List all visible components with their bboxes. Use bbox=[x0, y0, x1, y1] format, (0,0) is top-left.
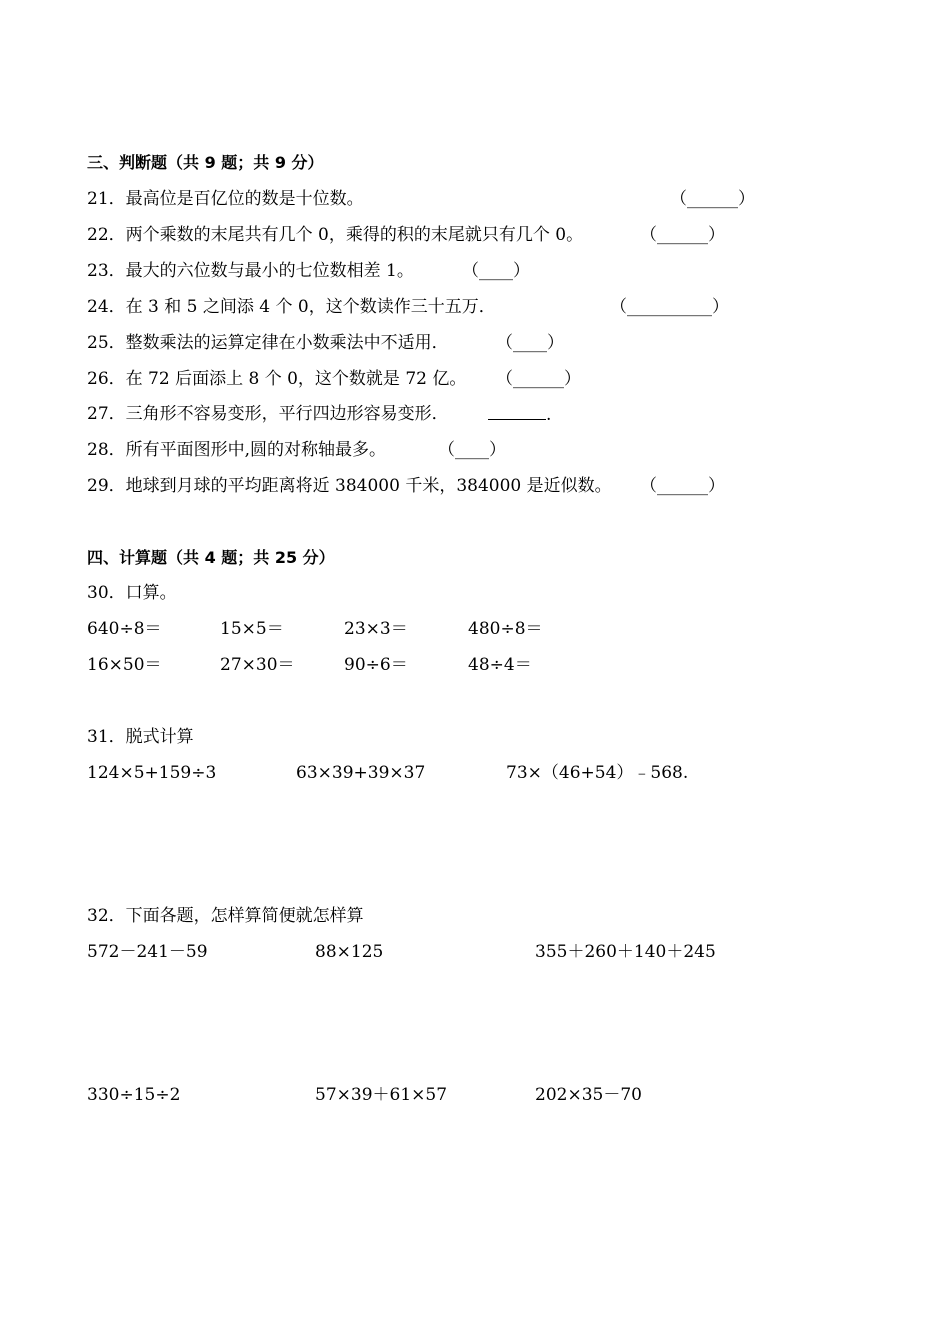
section3-heading: 三、判断题（共 9 题；共 9 分） bbox=[87, 153, 324, 172]
answer-blank-29[interactable]: （______） bbox=[640, 476, 725, 496]
question-27 bbox=[87, 404, 449, 424]
answer-blank-28[interactable]: （____） bbox=[438, 440, 506, 460]
simplify-calc-item: 355＋260＋140＋245 bbox=[535, 942, 716, 962]
question-text: 24．在 3 和 5 之间添 4 个 0，这个数读作三十五万． bbox=[87, 297, 496, 317]
step-calc-item: 124×5+159÷3 bbox=[87, 763, 217, 783]
simplify-calc-item: 330÷15÷2 bbox=[87, 1085, 181, 1105]
answer-underline[interactable] bbox=[488, 404, 546, 420]
oral-calc-item: 90÷6＝ bbox=[344, 655, 408, 675]
answer-blank-24[interactable]: （__________） bbox=[610, 297, 729, 317]
oral-calc-item: 15×5＝ bbox=[220, 619, 284, 639]
answer-blank-22[interactable]: （______） bbox=[640, 225, 725, 245]
answer-blank-21[interactable]: （______） bbox=[670, 189, 755, 209]
step-calc-item: 63×39+39×37 bbox=[296, 763, 426, 783]
simplify-calc-item: 88×125 bbox=[315, 942, 384, 962]
answer-blank-23[interactable]: （____） bbox=[462, 261, 530, 281]
question-text: 27．三角形不容易变形，平行四边形容易变形． bbox=[87, 404, 449, 424]
question-30-title: 30．口算。 bbox=[87, 583, 177, 603]
question-28 bbox=[87, 440, 386, 460]
question-26 bbox=[87, 369, 466, 389]
question-32-title: 32．下面各题，怎样算简便就怎样算 bbox=[87, 906, 364, 926]
section4-heading: 四、计算题（共 4 题；共 25 分） bbox=[87, 548, 335, 567]
simplify-calc-item: 572－241－59 bbox=[87, 942, 208, 962]
question-25 bbox=[87, 333, 449, 353]
answer-period: . bbox=[546, 405, 552, 425]
question-23 bbox=[87, 261, 414, 281]
oral-calc-item: 27×30＝ bbox=[220, 655, 295, 675]
simplify-calc-item: 202×35－70 bbox=[535, 1085, 642, 1105]
oral-calc-item: 48÷4＝ bbox=[468, 655, 532, 675]
answer-blank-26[interactable]: （______） bbox=[496, 369, 581, 389]
question-24 bbox=[87, 297, 496, 317]
answer-blank-27[interactable] bbox=[488, 404, 551, 425]
question-text: 26．在 72 后面添上 8 个 0，这个数就是 72 亿。 bbox=[87, 369, 467, 389]
answer-blank-25[interactable]: （____） bbox=[496, 333, 564, 353]
question-text: 28．所有平面图形中,圆的对称轴最多。 bbox=[87, 440, 387, 460]
question-text: 29．地球到月球的平均距离将近 384000 千米，384000 是近似数。 bbox=[87, 476, 612, 496]
simplify-calc-item: 57×39＋61×57 bbox=[315, 1085, 448, 1105]
oral-calc-item: 640÷8＝ bbox=[87, 619, 162, 639]
question-31-title: 31．脱式计算 bbox=[87, 727, 194, 747]
question-text: 22．两个乘数的末尾共有几个 0，乘得的积的末尾就只有几个 0。 bbox=[87, 225, 584, 245]
question-29 bbox=[87, 476, 612, 496]
question-22 bbox=[87, 225, 583, 245]
step-calc-item: 73×（46+54）﹣568. bbox=[506, 763, 689, 783]
oral-calc-item: 16×50＝ bbox=[87, 655, 162, 675]
oral-calc-item: 480÷8＝ bbox=[468, 619, 543, 639]
question-text: 21．最高位是百亿位的数是十位数。 bbox=[87, 189, 364, 209]
question-text: 25．整数乘法的运算定律在小数乘法中不适用． bbox=[87, 333, 449, 353]
question-text: 23．最大的六位数与最小的七位数相差 1。 bbox=[87, 261, 414, 281]
question-21 bbox=[87, 189, 364, 209]
oral-calc-item: 23×3＝ bbox=[344, 619, 408, 639]
